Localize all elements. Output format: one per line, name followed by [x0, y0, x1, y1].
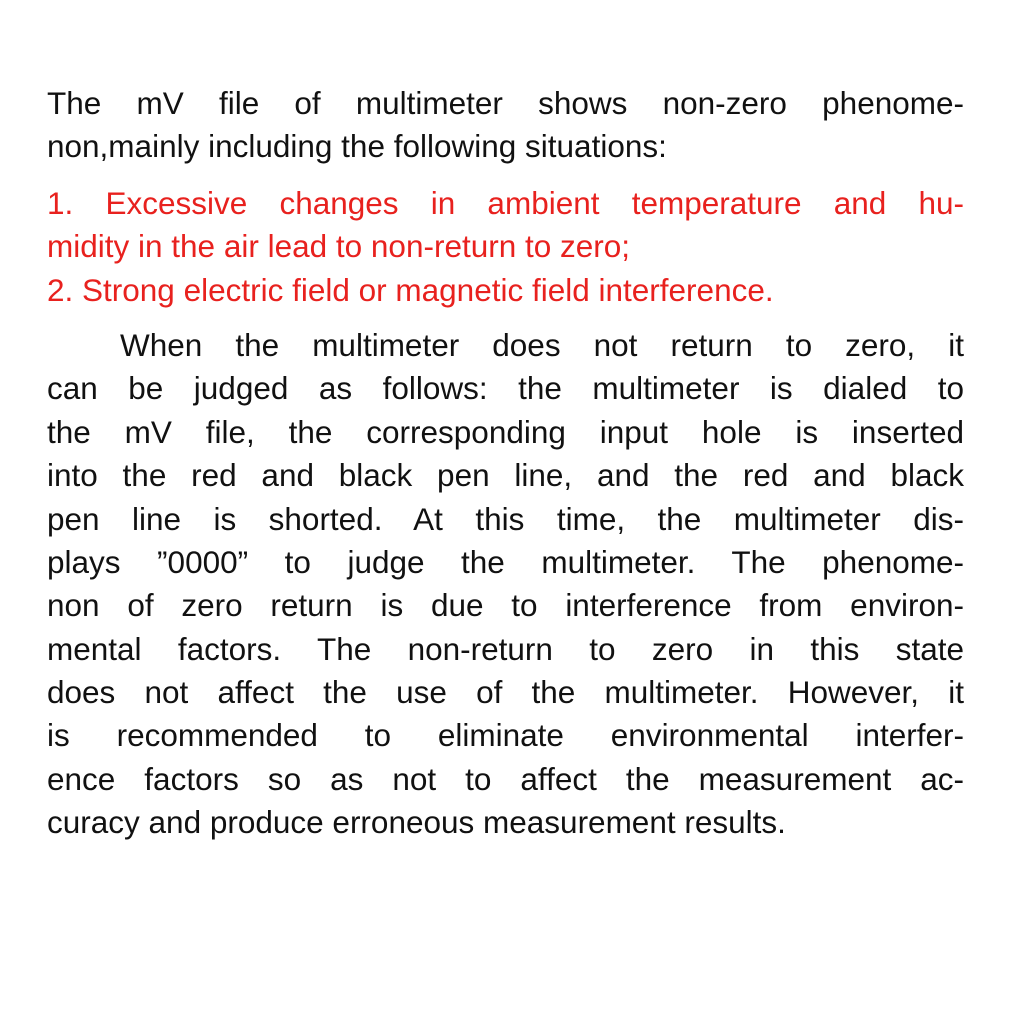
intro-line: non,mainly including the following situations: — [47, 128, 667, 165]
paragraph-line: does not affect the use of the multimeter. However, it — [47, 674, 964, 711]
paragraph-line: is recommended to eliminate environmental interfer- — [47, 717, 964, 754]
paragraph-line: pen line is shorted. At this time, the multimeter dis- — [47, 500, 964, 537]
paragraph-line: curacy and produce erroneous measurement results. — [47, 804, 786, 841]
situation-line: 1. Excessive changes in ambient temperature and hu- — [47, 184, 964, 221]
paragraph-line: can be judged as follows: the multimeter is dialed to — [47, 370, 964, 407]
paragraph-line: mental factors. The non-return to zero in this state — [47, 630, 964, 667]
situations-list — [47, 182, 964, 312]
paragraph-line: into the red and black pen line, and the red and black — [47, 457, 964, 494]
paragraph-line: non of zero return is due to interference from environ- — [47, 587, 964, 624]
intro-paragraph — [47, 82, 964, 169]
situation-item-1 — [47, 182, 964, 269]
document-body — [47, 82, 964, 845]
explanation-paragraph — [47, 324, 964, 845]
paragraph-line: ence factors so as not to affect the measurement ac- — [47, 760, 964, 797]
situation-line: 2. Strong electric field or magnetic field interference. — [47, 271, 774, 308]
situation-item-2 — [47, 269, 964, 312]
paragraph-line: When the multimeter does not return to zero, it — [120, 326, 964, 363]
paragraph-line: the mV file, the corresponding input hole is inserted — [47, 413, 964, 450]
intro-line: The mV file of multimeter shows non-zero phenome- — [47, 85, 964, 121]
paragraph-line: plays ”0000” to judge the multimeter. The phenome- — [47, 543, 964, 580]
situation-line: midity in the air lead to non-return to zero; — [47, 228, 631, 265]
